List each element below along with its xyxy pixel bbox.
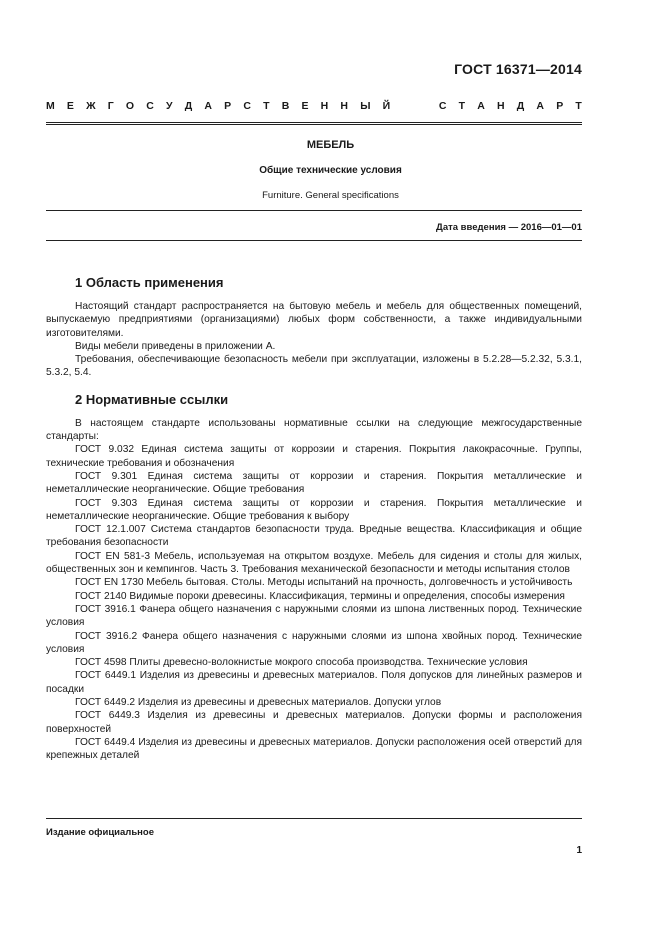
- banner-letter: М: [46, 100, 55, 112]
- reference-item: ГОСТ 6449.3 Изделия из древесины и древесных материалов. Допуски формы и расположения поверхностей: [46, 710, 582, 735]
- scope-paragraph: Настоящий стандарт распространяется на бытовую мебель и мебель для общественных помещений, выпускаемую предприятиями (организациями) любых форм собственности, а также индивидуальными изготовителями.: [46, 301, 582, 339]
- reference-item: ГОСТ EN 1730 Мебель бытовая. Столы. Методы испытаний на прочность, долговечность и устойчивость: [75, 577, 573, 589]
- banner-letter: А: [536, 100, 545, 112]
- banner-letter: С: [146, 100, 154, 112]
- page-number: 1: [576, 845, 582, 856]
- reference-item: ГОСТ 4598 Плиты древесно-волокнистые мокрого способа производства. Технические условия: [75, 657, 528, 669]
- section-heading-scope: 1 Область применения: [75, 275, 224, 290]
- reference-item: ГОСТ 9.303 Единая система защиты от коррозии и старения. Покрытия металлические и неметаллические неорганические. Общие требования к выбору: [46, 497, 582, 522]
- scope-paragraph: Требования, обеспечивающие безопасность мебели при эксплуатации, изложены в 5.2.28—5.2.32, 5.3.1, 5.3.2, 5.4.: [46, 354, 582, 379]
- banner-letter: Р: [556, 100, 564, 112]
- header-rule-bottom: [46, 124, 582, 125]
- banner-letter: А: [204, 100, 212, 112]
- reference-item: ГОСТ 2140 Видимые пороки древесины. Классификация, термины и определения, способы измерения: [75, 590, 565, 602]
- banner-letter: Н: [320, 100, 329, 112]
- banner-letter: Н: [340, 100, 349, 112]
- section-heading-normative-references: 2 Нормативные ссылки: [75, 391, 229, 407]
- reference-paragraph: В настоящем стандарте использованы нормативные ссылки на следующие межгосударственные стандарты:: [46, 417, 582, 443]
- banner-letter: В: [281, 100, 290, 112]
- scope-paragraph: Виды мебели приведены в приложении А.: [75, 340, 276, 352]
- reference-item: ГОСТ 9.032 Единая система защиты от коррозии и старения. Покрытия лакокрасочные. Группы, технические требования и обозначения: [46, 444, 582, 469]
- document-subtitle: Общие технические условия: [259, 165, 402, 176]
- banner-letter: С: [243, 100, 251, 112]
- document-number: ГОСТ 16371—2014: [454, 61, 582, 77]
- banner-letter: Н: [497, 100, 505, 112]
- official-edition-label: Издание официальное: [46, 827, 154, 838]
- banner-letter: Ж: [86, 100, 96, 112]
- reference-item: ГОСТ 12.1.007 Система стандартов безопасности труда. Вредные вещества. Классификация и общие требования безопасности: [46, 524, 582, 549]
- banner-letter: Е: [301, 100, 309, 112]
- reference-item: ГОСТ 9.301 Единая система защиты от коррозии и старения. Покрытия металлические и неметаллические неорганические. Общие требования: [46, 470, 582, 496]
- document-title-english: Furniture. General specifications: [262, 190, 399, 201]
- introduction-date: Дата введения — 2016—01—01: [436, 222, 582, 233]
- section-gap: [46, 380, 582, 392]
- date-rule: [46, 240, 582, 241]
- banner-letter: Г: [107, 100, 114, 112]
- reference-item: ГОСТ 3916.1 Фанера общего назначения с наружными слоями из шпона лиственных пород. Технические условия: [46, 603, 582, 629]
- footer-rule: [46, 818, 582, 819]
- banner-letter: У: [166, 100, 173, 112]
- banner-letter: Т: [575, 100, 582, 112]
- banner-letter: Ы: [360, 100, 371, 112]
- reference-item: ГОСТ EN 581-3 Мебель, используемая на открытом воздухе. Мебель для сидения и столы для жилых, общественных зон и кемпингов. Часть 3. Требования механической безопасности и методы испытания столов: [46, 550, 582, 576]
- interstate-standard-banner: [46, 100, 582, 112]
- header-rule-top: [46, 122, 582, 123]
- banner-letter: Й: [382, 100, 391, 112]
- banner-letter: О: [125, 100, 135, 112]
- reference-item: ГОСТ 6449.2 Изделия из древесины и древесных материалов. Допуски углов: [75, 697, 442, 709]
- banner-letter: Е: [66, 100, 74, 112]
- document-title: МЕБЕЛЬ: [306, 139, 355, 151]
- banner-letter: Т: [263, 100, 270, 112]
- banner-letter: Д: [516, 100, 525, 112]
- title-rule: [46, 210, 582, 211]
- banner-letter: С: [438, 100, 447, 112]
- reference-item: ГОСТ 6449.1 Изделия из древесины и древесных материалов. Поля допусков для линейных размеров и посадки: [46, 670, 582, 695]
- banner-letter: Д: [184, 100, 193, 112]
- banner-letter: А: [477, 100, 485, 112]
- banner-letter: Р: [224, 100, 232, 112]
- reference-item: ГОСТ 6449.4 Изделия из древесины и древесных материалов. Допуски расположения осей отверстий для крепежных деталей: [46, 736, 582, 762]
- reference-item: ГОСТ 3916.2 Фанера общего назначения с наружными слоями из шпона хвойных пород. Технические условия: [46, 630, 582, 655]
- banner-letter: Т: [458, 100, 466, 112]
- document-body: [46, 275, 582, 763]
